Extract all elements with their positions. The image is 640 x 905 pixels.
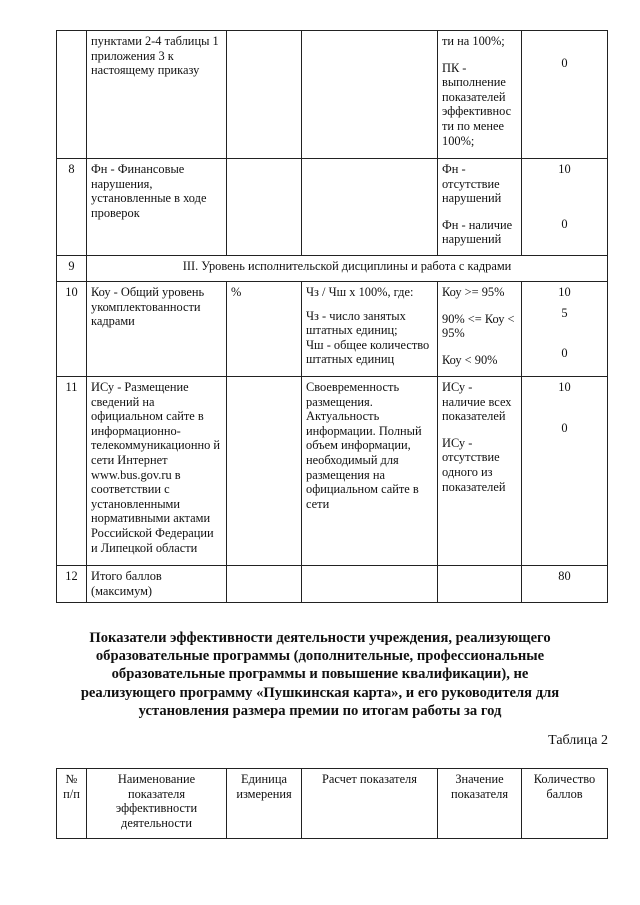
value-text: ИСу - наличие всех показателей [442,380,512,424]
row-number: 11 [57,377,87,566]
value-text: ПК - выполнение показателей эффективнос ти по менее 100%; [442,60,512,148]
points-cell [522,159,608,256]
indicator-name-cell [87,159,227,256]
table-row [57,282,608,377]
calculation-formula: Чз / Чш х 100%, где: [306,285,414,299]
indicator-name-cell [87,377,227,566]
value-cell [438,31,522,159]
row-number: 8 [57,159,87,256]
indicators-table-1 [56,30,608,603]
unit-cell [227,566,302,603]
points-total: 80 [522,566,608,603]
calculation-cell [302,566,438,603]
indicator-name-cell [87,31,227,159]
value-text: ти на 100%; [442,34,505,48]
value-text: Фн - отсутствие нарушений [442,162,502,206]
points-value: 10 [558,380,571,394]
calculation-cell [302,31,438,159]
column-header-number: № п/п [57,769,87,839]
table-row [57,159,608,256]
points-value: 5 [561,305,568,320]
column-header-name: Наименование показателя эффективности деятельности [87,769,227,839]
indicator-name: Коу - Общий уровень укомплектованности кадрами [91,285,205,329]
points-value: 10 [558,162,571,176]
indicator-name: Итого баллов (максимум) [91,569,162,598]
unit-cell [227,31,302,159]
unit-cell [227,282,302,377]
indicator-name: ИСу - Размещение сведений на официальном сайте в информационно-телекоммуникационно й сети Интернет www.bus.gov.ru в соответствии с установленными нормативными актами Российской Федерации и Липецкой области [91,380,221,555]
row-number-cell [57,31,87,159]
points-value: 0 [561,216,568,231]
value-cell [438,282,522,377]
value-text: ИСу - отсутствие одного из показателей [442,435,506,494]
unit-cell [227,159,302,256]
calculation-cell [302,159,438,256]
indicator-name-cell [87,282,227,377]
section-title: III. Уровень исполнительской дисциплины и работа с кадрами [87,256,608,282]
section-row [57,256,608,282]
unit-cell [227,377,302,566]
table-row [57,31,608,159]
total-row [57,566,608,603]
calculation-text: Чш - общее количество штатных единиц [306,337,430,367]
points-cell [522,282,608,377]
calculation-text: Чз - число занятых штатных единиц; [306,308,406,338]
row-number: 12 [57,566,87,603]
points-value: 0 [561,56,568,70]
value-text: Фн - наличие нарушений [442,217,513,247]
calculation-text: Своевременность размещения. Актуальность информации. Полный объем информации, необходимый для размещения на официальном сайте в сети [306,380,422,511]
table-caption: Таблица 2 [548,733,608,748]
points-cell [522,31,608,159]
indicator-name-cell [87,566,227,603]
column-header-calculation: Расчет показателя [302,769,438,839]
calculation-cell [302,377,438,566]
value-cell [438,566,522,603]
section-heading: Показатели эффективности деятельности учреждения, реализующего образовательные программы (дополнительные, профессиональные образовательные программы и повышение квалификации), не реализующего программу «Пушкинская карта», и его руководителя для установления размера премии по итогам работы за год [80,630,560,719]
table-row [57,377,608,566]
value-cell [438,159,522,256]
indicators-table-2 [56,768,608,839]
calculation-cell [302,282,438,377]
unit-value: % [231,285,242,299]
row-number: 9 [57,256,87,282]
indicator-name: пунктами 2-4 таблицы 1 приложения 3 к настоящему приказу [91,34,219,78]
table-header-row [57,769,608,839]
points-cell [522,377,608,566]
value-cell [438,377,522,566]
value-text: Коу >= 95% [442,285,505,299]
points-value: 0 [561,346,568,361]
indicator-name: Фн - Финансовые нарушения, установленные в ходе проверок [91,162,207,220]
value-text: 90% <= Коу < 95% [442,311,515,341]
column-header-points: Количество баллов [522,769,608,839]
row-number: 10 [57,282,87,377]
column-header-value: Значение показателя [438,769,522,839]
column-header-unit: Единица измерения [227,769,302,839]
points-value: 0 [561,420,568,435]
points-value: 10 [558,285,571,299]
value-text: Коу < 90% [442,352,498,367]
